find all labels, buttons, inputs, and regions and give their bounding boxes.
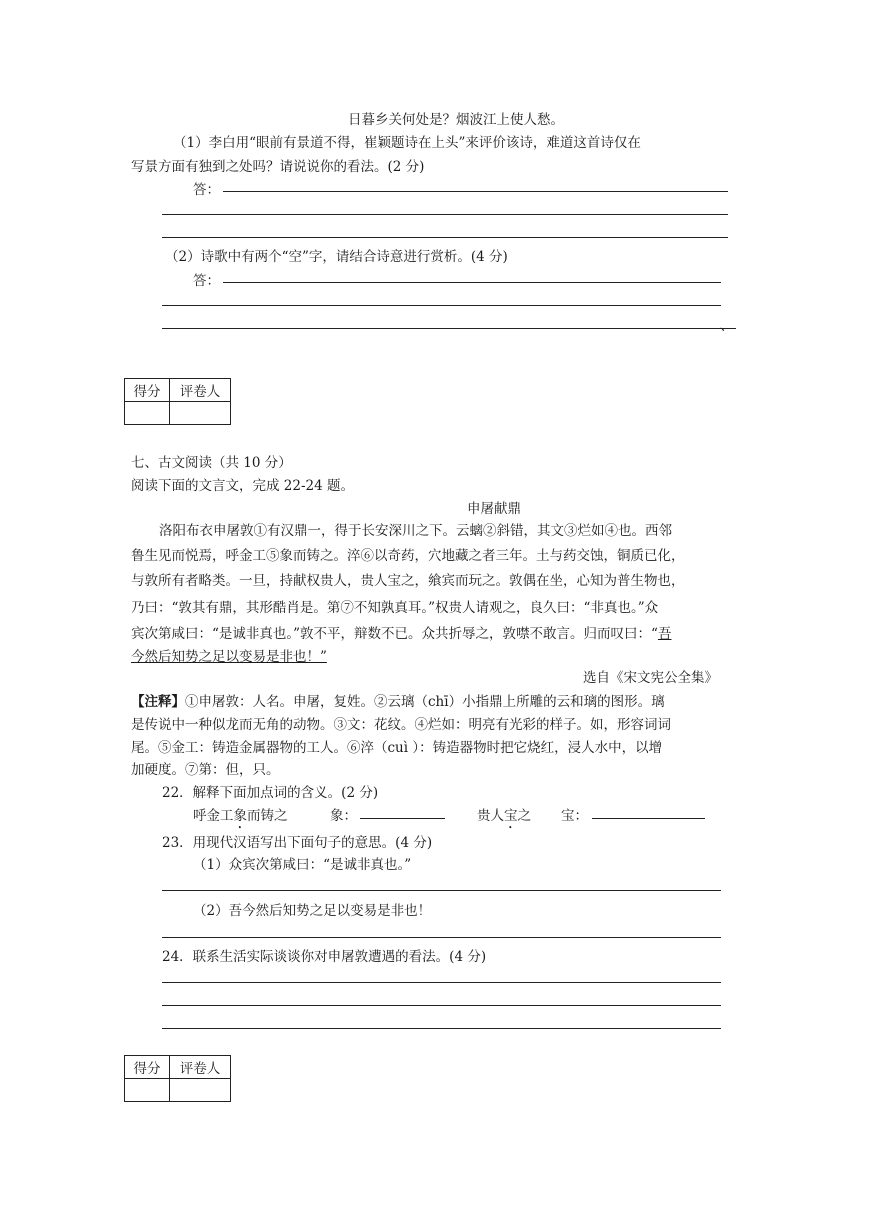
trailing-mark: 、 (720, 318, 734, 334)
q24-answer-line-2[interactable] (162, 1005, 721, 1006)
section-instruction: 阅读下面的文言文，完成 22-24 题。 (131, 478, 355, 494)
q22-answer-blank-2[interactable] (592, 818, 705, 819)
q24-answer-line-3[interactable] (162, 1028, 721, 1029)
q23-answer-line-1[interactable] (162, 890, 721, 891)
notes-line: 是传说中一种似龙而无角的动物。③文：花纹。④烂如：明亮有光彩的样子。如，形容词词 (131, 717, 671, 733)
q2-answer-line-2[interactable] (162, 305, 721, 306)
score-cell[interactable] (125, 402, 170, 425)
q2-answer-label: 答： (193, 273, 220, 289)
q23-sub1: （1）众宾次第咸曰：“是诚非真也。” (193, 857, 412, 873)
q22-answer-blank-1[interactable] (360, 818, 445, 819)
q22-item1-label: 象： (330, 808, 357, 824)
q23-sub2: （2）吾今然后知势之足以变易是非也！ (193, 903, 432, 919)
passage-line: 宾次第咸曰：“是诚非真也。”敦不平，辩数不已。众共折辱之，敦噤不敢言。归而叹曰：“吾 (131, 626, 672, 642)
score-table-2 (124, 1055, 231, 1102)
score-header: 得分 (125, 379, 170, 402)
q1-answer-line-3[interactable] (162, 237, 728, 238)
q22-text: 22．解释下面加点词的含义。(2 分) (162, 785, 379, 801)
passage-line: 鲁生见而悦焉，呼金工⑤象而铸之。淬⑥以奇药，穴地藏之者三年。土与药交蚀，铜质已化， (131, 548, 685, 564)
q24-text: 24．联系生活实际谈谈你对申屠敦遭遇的看法。(4 分) (162, 949, 487, 965)
notes-line: 加硬度。⑦第：但，只。 (131, 762, 280, 778)
q2-text: （2）诗歌中有两个“空”字，请结合诗意进行赏析。(4 分) (165, 249, 508, 265)
poem-line: 日暮乡关何处是？烟波江上使人愁。 (348, 112, 564, 128)
q22-item1: 呼金工象而铸之 (193, 808, 288, 824)
score-header: 得分 (125, 1056, 170, 1079)
q22-item2-label: 宝： (561, 808, 588, 824)
score-table-1 (124, 378, 231, 425)
notes-line: 尾。⑤金工：铸造金属器物的工人。⑥淬（cuì ）：铸造器物时把它烧红，浸人水中，以增 (131, 740, 663, 756)
q1-answer-line-2[interactable] (162, 214, 728, 215)
notes-label: 【注释】 (131, 694, 185, 710)
score-cell[interactable] (125, 1079, 170, 1102)
grader-cell[interactable] (170, 1079, 231, 1102)
grader-cell[interactable] (170, 402, 231, 425)
q1-text-line2: 写景方面有独到之处吗？请说说你的看法。(2 分) (131, 159, 425, 175)
passage-line: 与敦所有者略类。一旦，持献权贵人，贵人宝之，飨宾而玩之。敦偶在坐，心知为普生物也， (131, 573, 685, 589)
q2-answer-line-1[interactable] (223, 282, 721, 283)
passage-line: 乃曰：“敦其有鼎，其形酷肖是。第⑦不知孰真耳。”权贵人请观之，良久曰：“非真也。”众 (131, 600, 659, 616)
q1-answer-line-1[interactable] (223, 191, 728, 192)
q2-answer-line-3[interactable] (162, 328, 736, 329)
grader-header: 评卷人 (170, 379, 231, 402)
passage-title: 申屠献鼎 (467, 501, 521, 517)
q1-text-line1: （1）李白用“眼前有景道不得，崔颖题诗在上头”来评价该诗，难道这首诗仅在 (173, 135, 641, 151)
passage-source: 选自《宋文宪公全集》 (583, 670, 718, 686)
q1-answer-label: 答： (193, 182, 220, 198)
q24-answer-line-1[interactable] (162, 982, 721, 983)
grader-header: 评卷人 (170, 1056, 231, 1079)
section-heading: 七、古文阅读（共 10 分） (131, 455, 292, 471)
q22-item2: 贵人宝之 (477, 808, 531, 824)
passage-line: 洛阳布衣申屠敦①有汉鼎一，得于长安深川之下。云螭②斜错，其文③烂如④也。西邻 (159, 523, 672, 539)
passage-line-underlined: 今然后知势之足以变易是非也！” (131, 649, 327, 665)
notes-line: 【注释】①申屠敦：人名。申屠，复姓。②云璃（chī）小指鼎上所雕的云和璃的图形。璃 (131, 694, 665, 710)
q23-text: 23．用现代汉语写出下面句子的意思。(4 分) (162, 835, 433, 851)
q23-answer-line-2[interactable] (162, 937, 721, 938)
